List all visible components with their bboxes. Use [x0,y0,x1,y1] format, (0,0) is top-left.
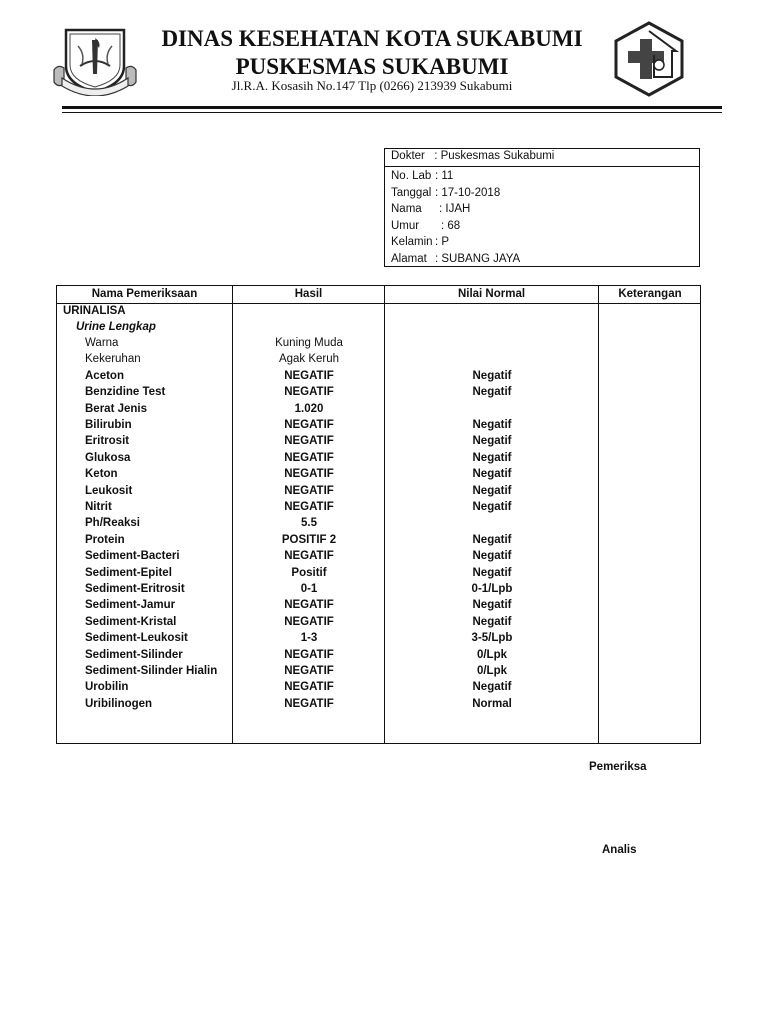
test-result: NEGATIF [284,599,334,612]
nolab-label: No. Lab [391,170,432,182]
test-result: NEGATIF [284,550,334,563]
table-row [57,698,700,714]
city-emblem-logo [52,26,138,96]
table-row [57,337,700,353]
test-result: NEGATIF [284,648,334,661]
nolab-value: : 11 [435,170,454,182]
test-name: Ph/Reaksi [85,517,140,530]
normal-value: Negatif [472,369,512,382]
info-row-nama [385,201,699,218]
table-row [57,665,700,681]
test-result: NEGATIF [284,435,334,448]
test-result: NEGATIF [284,681,334,694]
column-header-note: Keterangan [618,288,682,300]
info-row-alamat [385,251,699,268]
header-title-line1: DINAS KESEHATAN KOTA SUKABUMI [161,26,583,51]
category-label: URINALISA [63,305,126,317]
table-row [57,632,700,648]
normal-value: Normal [472,697,512,710]
table-row [57,567,700,583]
test-name: Leukosit [85,484,133,497]
normal-value: 0-1/Lpb [471,583,513,595]
test-name: Benzidine Test [85,386,166,399]
table-row [57,435,700,451]
normal-value: Negatif [472,501,512,513]
normal-value: Negatif [472,566,512,579]
test-name: Sediment-Jamur [85,599,176,612]
test-result: NEGATIF [284,451,334,464]
table-row [57,616,700,632]
table-row [57,386,700,402]
header-title-line2: PUSKESMAS SUKABUMI [235,54,509,79]
test-name: Bilirubin [85,419,132,431]
test-result: 1-3 [300,632,318,645]
test-name: Urobilin [85,681,129,694]
normal-value: Negatif [472,681,512,694]
nama-value: : IJAH [439,203,471,215]
normal-value: 0/Lpk [476,665,508,677]
test-result: NEGATIF [284,615,334,628]
lab-results-table [56,285,701,744]
test-result: NEGATIF [284,665,334,677]
info-row-umur [385,218,699,235]
test-result: NEGATIF [284,419,334,431]
table-row [57,370,700,386]
table-row [57,452,700,468]
table-row [57,403,700,419]
test-name: Uribilinogen [85,697,153,710]
header-rule-thick [62,106,722,109]
normal-value: Negatif [472,533,512,546]
alamat-value: : SUBANG JAYA [435,252,521,265]
test-name: Sediment-Epitel [85,566,172,579]
header-address: Jl.R.A. Kosasih No.147 Tlp (0266) 213939 Sukabumi [231,78,513,93]
test-name: Sediment-Silinder Hialin [85,665,218,677]
test-name: Berat Jenis [85,402,148,415]
table-row [57,485,700,501]
test-name: Sediment-Leukosit [85,632,188,645]
header-divider [57,303,700,304]
nama-label: Nama [391,203,422,215]
table-row [57,419,700,435]
test-name: Sediment-Bacteri [85,550,180,563]
kelamin-value: : P [435,236,450,248]
test-result: NEGATIF [284,697,334,710]
test-result: 0-1 [300,583,318,595]
column-header-normal: Nilai Normal [457,288,526,300]
normal-value: Negatif [472,435,512,448]
test-result: 1.020 [294,402,324,415]
normal-value: 3-5/Lpb [471,632,513,645]
tanggal-label: Tanggal [391,186,432,199]
table-row [57,517,700,533]
test-result: NEGATIF [284,468,334,481]
dokter-value: : Puskesmas Sukabumi [434,150,555,162]
column-header-result: Hasil [294,288,323,300]
test-result: Agak Keruh [278,353,340,366]
normal-value: 0/Lpk [476,648,508,661]
test-name: Warna [85,337,119,349]
table-row [57,583,700,599]
test-name: Keton [85,468,118,481]
table-row [57,649,700,665]
table-row [57,534,700,550]
table-row [57,468,700,484]
info-row-dokter [385,149,699,167]
alamat-label: Alamat [391,252,427,265]
test-name: Sediment-Kristal [85,615,177,628]
test-result: NEGATIF [284,501,334,513]
normal-value: Negatif [472,599,512,612]
test-name: Glukosa [85,451,131,464]
dokter-label: Dokter [391,150,425,162]
umur-label: Umur [391,219,420,232]
normal-value: Negatif [472,484,512,497]
subcategory-label: Urine Lengkap [76,321,156,333]
test-result: NEGATIF [284,369,334,382]
table-row [57,599,700,615]
table-row [57,353,700,369]
info-row-tanggal [385,185,699,202]
test-name: Kekeruhan [85,353,141,366]
normal-value: Negatif [472,615,512,628]
kelamin-label: Kelamin [391,236,433,248]
table-row [57,501,700,517]
test-name: Protein [85,533,125,546]
header-rule-thin [62,112,722,113]
tanggal-value: : 17-10-2018 [435,186,501,199]
puskesmas-logo [612,21,686,97]
examiner-signature-label: Pemeriksa [589,761,647,773]
analyst-signature-label: Analis [602,844,637,856]
test-result: NEGATIF [284,386,334,399]
test-name: Sediment-Silinder [85,648,183,661]
normal-value: Negatif [472,468,512,481]
info-row-kelamin [385,234,699,251]
normal-value: Negatif [472,419,512,431]
info-row-nolab [385,168,699,185]
test-result: Kuning Muda [275,337,343,349]
table-row [57,550,700,566]
test-result: Positif [291,566,327,579]
umur-value: : 68 [441,219,461,232]
normal-value: Negatif [472,386,512,399]
patient-info-box [384,148,700,267]
test-result: 5.5 [301,517,317,530]
normal-value: Negatif [472,451,512,464]
table-row [57,681,700,697]
normal-value: Negatif [472,550,512,563]
test-name: Sediment-Eritrosit [85,583,185,595]
test-name: Aceton [85,369,124,382]
test-result: NEGATIF [284,484,334,497]
test-result: POSITIF 2 [281,533,337,546]
column-header-name: Nama Pemeriksaan [91,288,198,300]
test-name: Nitrit [85,501,112,513]
test-name: Eritrosit [85,435,130,448]
